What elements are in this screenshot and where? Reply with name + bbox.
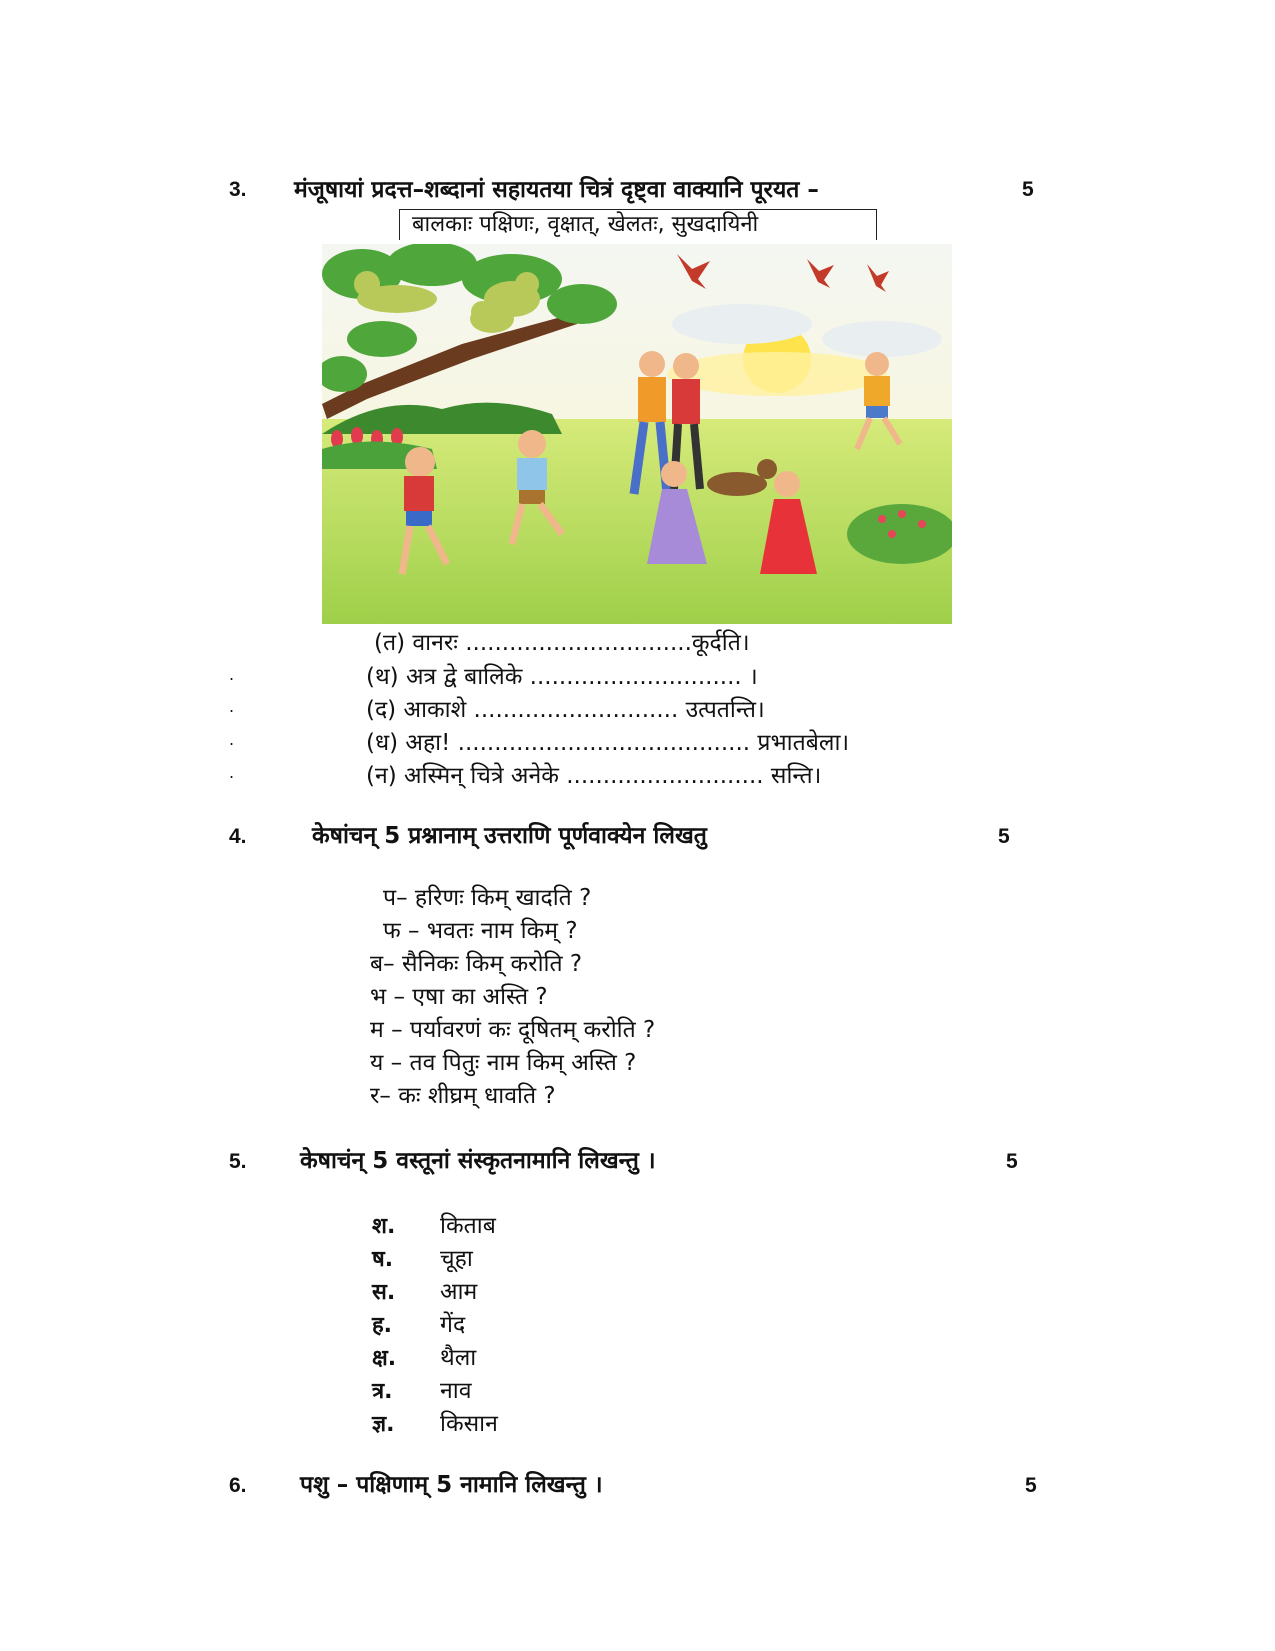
q3-number: 3. — [229, 178, 247, 201]
q3-title: मंजूषायां प्रदत्त–शब्दानां सहायतया चित्रं दृष्ट्वा वाक्यानि पूरयत – — [294, 177, 819, 203]
q4-title: केषांचन् 5 प्रश्नानाम् उत्तराणि पूर्णवाक्येन लिखतु — [312, 823, 707, 849]
q5-label: श. — [372, 1214, 396, 1239]
q5-value: चूहा — [440, 1246, 473, 1272]
q5-marks: 5 — [1006, 1150, 1018, 1173]
margin-dot: . — [229, 730, 235, 749]
q5-label: क्ष. — [372, 1346, 397, 1371]
q3-item-3: (द) आकाशे ............................ उत्पतन्ति। — [366, 697, 765, 723]
illustration-children-playing — [322, 244, 952, 624]
q4-item-6: य – तव पितुः नाम किम् अस्ति ? — [370, 1050, 637, 1076]
q6-title: पशु – पक्षिणाम् 5 नामानि लिखन्तु । — [300, 1472, 603, 1498]
q4-number: 4. — [229, 825, 247, 848]
q5-number: 5. — [229, 1150, 247, 1173]
q5-value: किताब — [440, 1213, 496, 1239]
q3-item-5: (न) अस्मिन् चित्रे अनेके ........................... सन्ति। — [366, 763, 822, 789]
q3-marks: 5 — [1022, 178, 1034, 201]
q5-value: गेंद — [440, 1312, 466, 1338]
q4-item-1: प– हरिणः किम् खादति ? — [383, 885, 592, 911]
q5-value: किसान — [440, 1411, 498, 1437]
margin-dot: . — [229, 763, 235, 782]
q5-label: ज्ञ. — [372, 1412, 395, 1437]
q3-item-2: (थ) अत्र द्वे बालिके ............................. । — [366, 664, 758, 690]
q5-value: आम — [440, 1279, 478, 1305]
q6-number: 6. — [229, 1474, 247, 1497]
q4-item-5: म – पर्यावरणं कः दूषितम् करोति ? — [370, 1017, 656, 1043]
q4-item-4: भ – एषा का अस्ति ? — [370, 984, 548, 1010]
q6-marks: 5 — [1025, 1474, 1037, 1497]
q4-item-7: र– कः शीघ्रम् धावति ? — [370, 1083, 556, 1109]
margin-dot: . — [229, 665, 235, 684]
q5-value: थैला — [440, 1345, 477, 1371]
word-box: बालकाः पक्षिणः, वृक्षात्, खेलतः, सुखदायिनी — [399, 209, 877, 240]
q5-label: ह. — [372, 1313, 393, 1338]
q4-item-3: ब– सैनिकः किम् करोति ? — [370, 951, 583, 977]
q5-value: नाव — [440, 1378, 472, 1404]
margin-dot: . — [229, 697, 235, 716]
q4-marks: 5 — [998, 825, 1010, 848]
q5-title: केषाचंन् 5 वस्तूनां संस्कृतनामानि लिखन्तु । — [300, 1148, 656, 1174]
q3-item-1: (त) वानरः ...............................कूर्दति। — [374, 630, 750, 656]
q4-item-2: फ – भवतः नाम किम् ? — [383, 918, 578, 944]
q5-label: ष. — [372, 1247, 394, 1272]
q3-item-4: (ध) अहा! ........................................ प्रभातबेला। — [366, 730, 850, 756]
q5-label: त्र. — [372, 1379, 393, 1404]
q5-label: स. — [372, 1280, 396, 1305]
